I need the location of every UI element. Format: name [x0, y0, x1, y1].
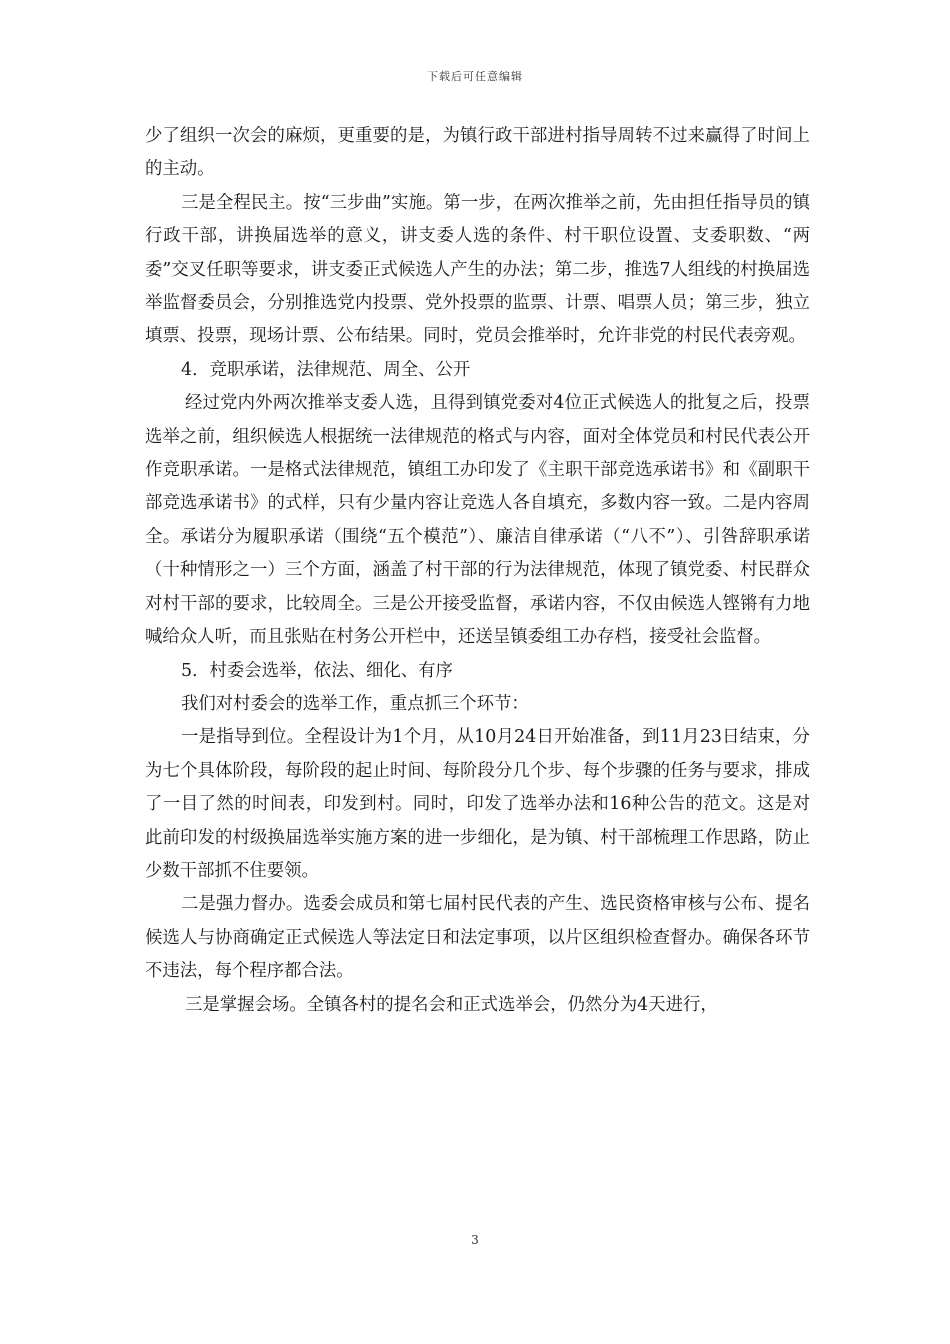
paragraph: 我们对村委会的选举工作，重点抓三个环节：	[181, 693, 529, 714]
paragraph: 少了组织一次会的麻烦，更重要的是，为镇行政干部进村指导周转不过来赢得了时间上的主动。	[145, 126, 810, 180]
paragraph: 经过党内外两次推举支委人选，且得到镇党委对4位正式候选人的批复之后，投票选举之前，组织候选人根据统一法律规范的格式与内容，面对全体党员和村民代表公开作竞职承诺。一是格式法律规范，镇组工办印发了《主职干部竞选承诺书》和《副职干部竞选承诺书》的式样，只有少量内容让竞选人各自填充，多数内容一致。二是内容周全。承诺分为履职承诺（围绕“五个模范”）、廉洁自律承诺（“八不”）、引咎辞职承诺（十种情形之一）三个方面，涵盖了村干部的行为法律规范，体现了镇党委、村民群众对村干部的要求，比较周全。三是公开接受监督，承诺内容，不仅由候选人铿锵有力地喊给众人听，而且张贴在村务公开栏中，还送呈镇委组工办存档，接受社会监督。	[145, 393, 810, 648]
paragraph: 三是全程民主。按“三步曲”实施。第一步，在两次推举之前，先由担任指导员的镇行政干部，讲换届选举的意义，讲支委人选的条件、村干职位设置、支委职数、“两委”交叉任职等要求，讲支委正式候选人产生的办法；第二步，推选7人组线的村换届选举监督委员会，分别推选党内投票、党外投票的监票、计票、唱票人员；第三步，独立填票、投票，现场计票、公布结果。同时，党员会推举时，允许非党的村民代表旁观。	[145, 192, 810, 347]
section-heading: 4．竞职承诺，法律规范、周全、公开	[181, 359, 471, 380]
document-body	[145, 120, 810, 1022]
paragraph: 二是强力督办。选委会成员和第七届村民代表的产生、选民资格审核与公布、提名候选人与协商确定正式候选人等法定日和法定事项，以片区组织检查督办。确保各环节不违法，每个程序都合法。	[145, 894, 810, 982]
paragraph: 一是指导到位。全程设计为1个月，从10月24日开始准备，到11月23日结束，分为七个具体阶段，每阶段的起止时间、每阶段分几个步、每个步骤的任务与要求，排成了一目了然的时间表，印发到村。同时，印发了选举办法和16种公告的范文。这是对此前印发的村级换届选举实施方案的进一步细化，是为镇、村干部梳理工作思路，防止少数干部抓不住要领。	[145, 727, 810, 881]
section-heading: 5．村委会选举，依法、细化、有序	[181, 660, 453, 681]
page-number: 3	[471, 1233, 479, 1247]
paragraph: 三是掌握会场。全镇各村的提名会和正式选举会，仍然分为4天进行，	[185, 994, 718, 1015]
page-header: 下载后可任意编辑	[427, 70, 523, 83]
